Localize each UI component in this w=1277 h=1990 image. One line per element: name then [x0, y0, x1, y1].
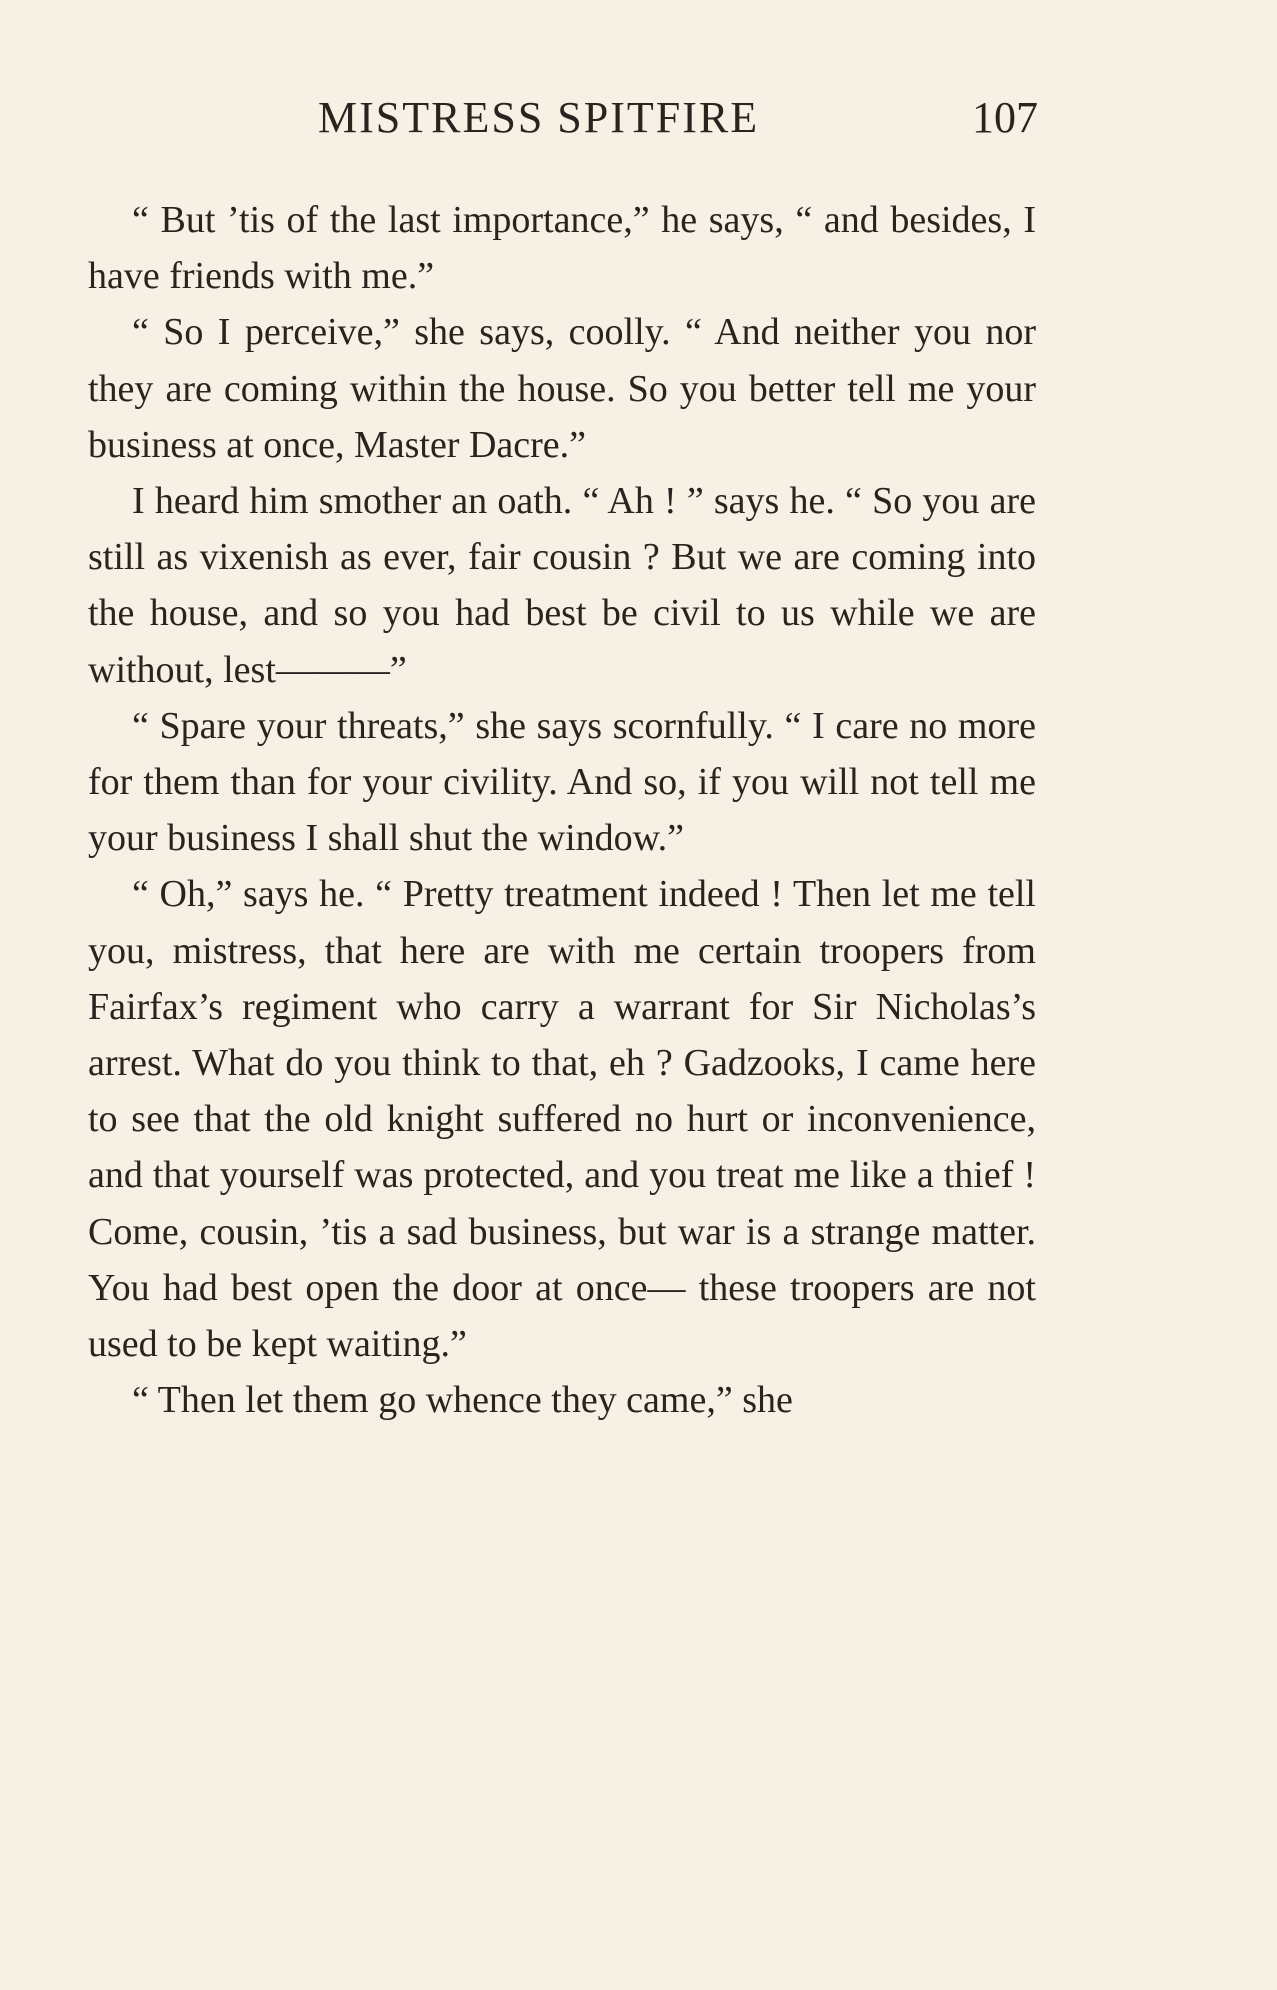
paragraph: “ Oh,” says he. “ Pretty treatment indeed ! Then let me tell you, mistress, that here are with me certain troopers from Fairfax’s regiment who carry a warrant for Sir Nicholas’s arrest. What do you think to that, eh ? Gadzooks, I came here to see that the old knight suffered no hurt or inconvenience, and that yourself was protected, and you treat me like a thief ! Come, cousin, ’tis a sad business, but war is a strange matter. You had best open the door at once— these troopers are not used to be kept waiting.” — [88, 873, 1036, 1366]
page-header — [88, 92, 1038, 152]
page-number: 107 — [972, 93, 1038, 142]
paragraph: “ Spare your threats,” she says scornfully. “ I care no more for them than for your civility. And so, if you will not tell me your business I shall shut the window.” — [88, 704, 1036, 860]
running-head: MISTRESS SPITFIRE — [318, 93, 760, 142]
body-text — [88, 192, 1036, 1428]
paragraph: “ But ’tis of the last importance,” he says, “ and besides, I have friends with me.” — [88, 199, 1036, 298]
paragraph: I heard him smother an oath. “ Ah ! ” says he. “ So you are still as vixenish as ever, fair cousin ? But we are coming into the house, and so you had best be civil to us while we are without, lest———” — [88, 480, 1036, 691]
paragraph: “ So I perceive,” she says, coolly. “ And neither you nor they are coming within the house. So you better tell me your business at once, Master Dacre.” — [88, 311, 1036, 466]
paragraph: “ Then let them go whence they came,” she — [132, 1379, 793, 1422]
